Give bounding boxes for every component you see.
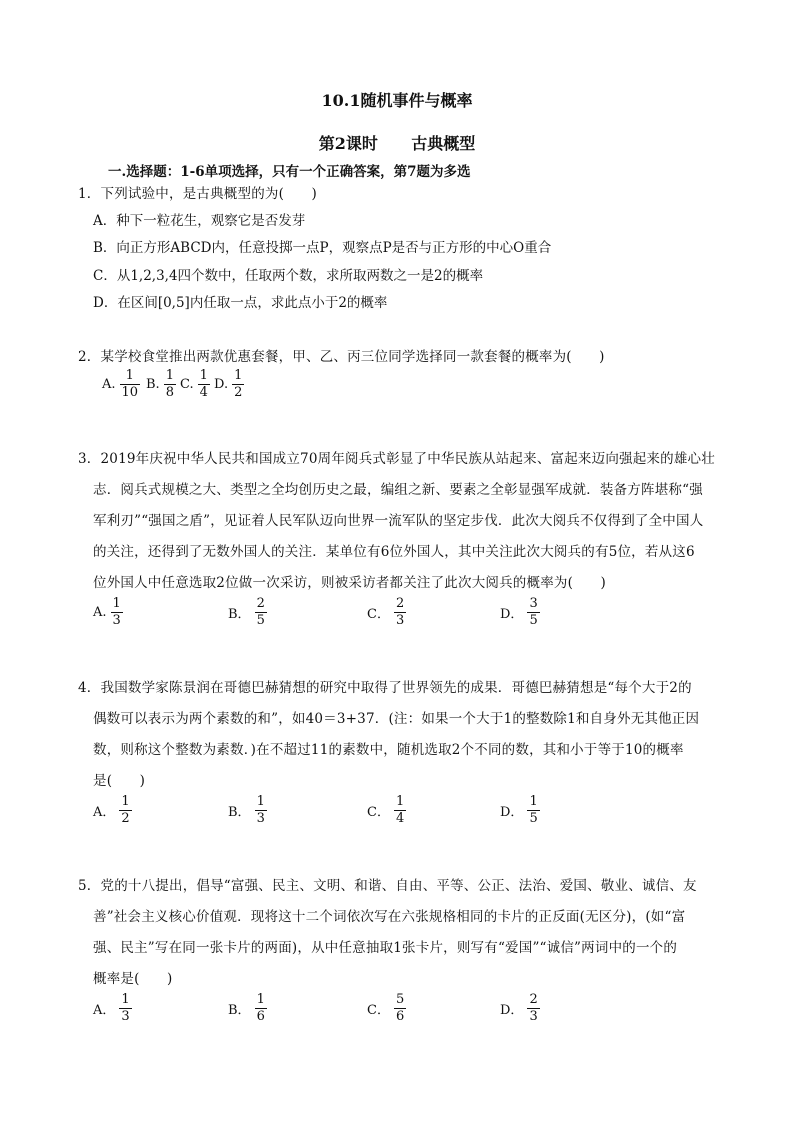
fraction xyxy=(120,369,141,401)
choice-label: A. xyxy=(93,605,107,621)
question-5-line-3: 强、民主”写在同一张卡片的两面)，从中任意抽取1张卡片，则写有“爱国”“诚信”两词中的一个的 xyxy=(93,940,678,956)
denominator: 6 xyxy=(395,1009,405,1025)
numerator: 5 xyxy=(395,992,405,1007)
denominator: 3 xyxy=(121,1009,130,1025)
fraction xyxy=(232,369,244,401)
question-1-option-a: A．种下一粒花生，观察它是否发芽 xyxy=(93,213,306,229)
denominator: 6 xyxy=(256,1009,265,1025)
question-4-line-3: 数，则称这个整数为素数．)在不超过11的素数中，随机选取2个不同的数，其和小于等于10的概率 xyxy=(93,742,684,758)
question-2-choice-a xyxy=(102,369,140,401)
numerator: 1 xyxy=(121,992,130,1007)
fraction xyxy=(119,795,131,827)
choice-label: B． xyxy=(228,1003,251,1019)
question-5-choice-d xyxy=(500,993,540,1025)
question-2-choice-d xyxy=(214,369,244,401)
numerator: 1 xyxy=(256,794,265,809)
numerator: 1 xyxy=(125,368,134,383)
question-5-line-4: 概率是( ) xyxy=(93,971,173,987)
fraction xyxy=(394,597,406,629)
denominator: 5 xyxy=(256,613,265,629)
question-4-line-2: 偶数可以表示为两个素数的和”，如40＝3+37．(注：如果一个大于1的整数除1和自身外无其他正因 xyxy=(93,711,700,727)
choice-label: B. xyxy=(146,377,160,393)
choice-label: A． xyxy=(93,1003,116,1019)
denominator: 10 xyxy=(121,385,139,401)
question-1-option-c: C．从1,2,3,4四个数中，任取两个数，求所取两数之一是2的概率 xyxy=(93,268,484,284)
question-5-choice-c xyxy=(367,993,406,1025)
fraction xyxy=(119,993,131,1025)
numerator: 1 xyxy=(199,368,208,383)
question-4-line-4: 是( ) xyxy=(93,773,146,789)
numerator: 1 xyxy=(234,368,243,383)
question-2-stem: 2．某学校食堂推出两款优惠套餐，甲、乙、丙三位同学选择同一款套餐的概率为( ) xyxy=(78,349,605,365)
question-3-line-5: 位外国人中任意选取2位做一次采访，则被采访者都关注了此次大阅兵的概率为( ) xyxy=(93,575,606,591)
fraction xyxy=(527,597,539,629)
numerator: 1 xyxy=(529,794,538,809)
numerator: 2 xyxy=(529,992,538,1007)
page-subtitle: 第2课时 古典概型 xyxy=(318,134,476,153)
choice-label: D. xyxy=(214,377,229,393)
question-5-choice-b xyxy=(228,993,267,1025)
numerator: 1 xyxy=(165,368,174,383)
numerator: 1 xyxy=(395,794,405,809)
question-5-line-2: 善”社会主义核心价值观．现将这十二个词依次写在六张规格相同的卡片的正反面(无区分)，(如“富 xyxy=(93,909,686,925)
denominator: 2 xyxy=(234,385,243,401)
question-3-line-4: 的关注，还得到了无数外国人的关注．某单位有6位外国人，其中关注此次大阅兵的有5位，若从这6 xyxy=(93,544,695,560)
fraction xyxy=(527,993,539,1025)
denominator: 3 xyxy=(256,811,265,827)
choice-label: D． xyxy=(500,1003,524,1019)
denominator: 5 xyxy=(529,613,538,629)
fraction xyxy=(394,795,406,827)
denominator: 8 xyxy=(165,385,174,401)
question-3-line-3: 军利刃”“强国之盾”，见证着人民军队迈向世界一流军队的坚定步伐．此次大阅兵不仅得到了全中国人 xyxy=(93,513,704,529)
choice-label: A. xyxy=(102,377,116,393)
denominator: 2 xyxy=(121,811,130,827)
question-3-choice-a xyxy=(93,597,123,629)
numerator: 2 xyxy=(256,596,265,611)
question-1-option-d: D．在区间[0,5]内任取一点，求此点小于2的概率 xyxy=(93,295,388,311)
fraction xyxy=(394,993,406,1025)
choice-label: A． xyxy=(93,805,116,821)
question-1-option-b: B．向正方形ABCD内，任意投掷一点P，观察点P是否与正方形的中心O重合 xyxy=(93,240,552,256)
fraction xyxy=(164,369,176,401)
fraction xyxy=(111,597,123,629)
question-4-choice-b xyxy=(228,795,267,827)
denominator: 3 xyxy=(395,613,405,629)
numerator: 3 xyxy=(529,596,538,611)
question-4-line-1: 4．我国数学家陈景润在哥德巴赫猜想的研究中取得了世界领先的成果．哥德巴赫猜想是“每个大于2的 xyxy=(78,680,692,696)
numerator: 1 xyxy=(121,794,130,809)
question-5-line-1: 5．党的十八提出，倡导“富强、民主、文明、和谐、自由、平等、公正、法治、爱国、敬业、诚信、友 xyxy=(78,878,697,894)
fraction xyxy=(255,993,267,1025)
fraction xyxy=(255,795,267,827)
choice-label: C． xyxy=(367,805,390,821)
denominator: 3 xyxy=(112,613,121,629)
choice-label: D． xyxy=(500,805,524,821)
fraction xyxy=(255,597,267,629)
question-3-line-2: 志．阅兵式规模之大、类型之全均创历史之最，编组之新、要素之全彰显强军成就．装备方阵堪称“强 xyxy=(93,482,703,498)
numerator: 1 xyxy=(256,992,265,1007)
section-heading: 一.选择题：1-6单项选择，只有一个正确答案，第7题为多选 xyxy=(108,164,471,180)
choice-label: C． xyxy=(367,607,390,623)
question-3-choice-c xyxy=(367,597,406,629)
question-2-choice-b xyxy=(146,369,176,401)
fraction xyxy=(198,369,210,401)
question-4-choice-a xyxy=(93,795,132,827)
question-3-line-1: 3．2019年庆祝中华人民共和国成立70周年阅兵式彰显了中华民族从站起来、富起来迈向强起来的雄心壮 xyxy=(78,451,715,467)
choice-label: C. xyxy=(180,377,194,393)
fraction xyxy=(527,795,539,827)
denominator: 5 xyxy=(529,811,538,827)
question-1-stem: 1．下列试验中，是古典概型的为( ) xyxy=(78,186,317,202)
denominator: 3 xyxy=(529,1009,538,1025)
denominator: 4 xyxy=(199,385,208,401)
choice-label: D． xyxy=(500,607,524,623)
question-5-choice-a xyxy=(93,993,132,1025)
question-2-choice-c xyxy=(180,369,210,401)
choice-label: B． xyxy=(228,805,251,821)
numerator: 1 xyxy=(112,596,121,611)
question-3-choice-b xyxy=(228,597,267,629)
denominator: 4 xyxy=(395,811,405,827)
choice-label: C． xyxy=(367,1003,390,1019)
page-title: 10.1随机事件与概率 xyxy=(321,91,473,110)
numerator: 2 xyxy=(395,596,405,611)
question-4-choice-d xyxy=(500,795,540,827)
choice-label: B． xyxy=(228,607,251,623)
question-3-choice-d xyxy=(500,597,540,629)
question-4-choice-c xyxy=(367,795,406,827)
